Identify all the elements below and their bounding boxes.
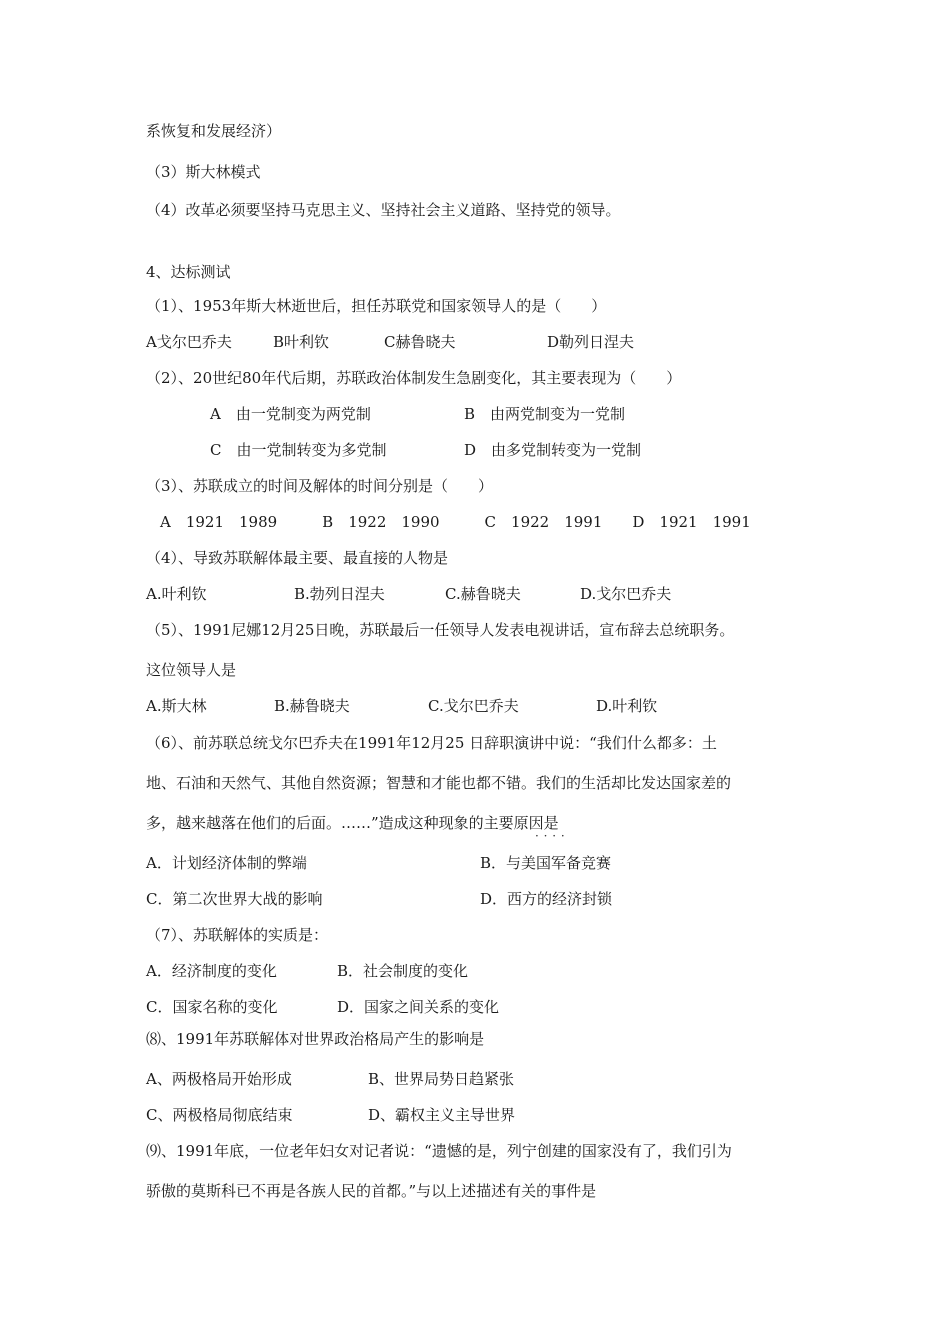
question-4-option-d: D.戈尔巴乔夫 xyxy=(580,585,672,603)
question-8-option-b: B、世界局势日趋紧张 xyxy=(368,1070,515,1088)
question-2-option-c: C 由一党制转变为多党制 xyxy=(210,441,387,459)
summary-item-4: （4）改革必须要坚持马克思主义、坚持社会主义道路、坚持党的领导。 xyxy=(146,201,621,219)
question-2-option-d: D 由多党制转变为一党制 xyxy=(464,441,642,459)
question-7-option-b: B．社会制度的变化 xyxy=(337,962,469,980)
question-6-stem-cont-1: 地、石油和天然气、其他自然资源；智慧和才能也都不错。我们的生活却比发达国家差的 xyxy=(146,774,732,792)
question-5-option-c: C.戈尔巴乔夫 xyxy=(428,697,519,715)
emphasis-dots: · · · · xyxy=(535,829,565,843)
question-5-stem: （5）、1991尼娜12月25日晚，苏联最后一任领导人发表电视讲话，宣布辞去总统职务。 xyxy=(146,621,735,639)
question-8-option-a: A、两极格局开始形成 xyxy=(146,1070,292,1088)
question-6-option-b: B．与美国军备竞赛 xyxy=(480,854,612,872)
question-9-stem-cont: 骄傲的莫斯科已不再是各族人民的首都。”与以上述描述有关的事件是 xyxy=(146,1182,597,1200)
question-7-option-a: A．经济制度的变化 xyxy=(146,962,277,980)
question-7-option-c: C．国家名称的变化 xyxy=(146,998,278,1016)
question-1-option-d: D勒列日涅夫 xyxy=(547,333,635,351)
question-8-stem: ⑻、1991年苏联解体对世界政治格局产生的影响是 xyxy=(146,1030,485,1048)
question-3-options: A 1921 1989 B 1922 1990 C 1922 1991 D 1921 1991 xyxy=(160,513,751,531)
question-4-option-a: A.叶利钦 xyxy=(146,585,207,603)
question-2-stem: （2）、20世纪80年代后期，苏联政治体制发生急剧变化，其主要表现为（ ） xyxy=(146,369,682,387)
question-6-option-a: A．计划经济体制的弊端 xyxy=(146,854,307,872)
question-6-option-d: D．西方的经济封锁 xyxy=(480,890,613,908)
question-8-option-c: C、两极格局彻底结束 xyxy=(146,1106,293,1124)
question-2-option-a: A 由一党制变为两党制 xyxy=(210,405,371,423)
question-1-option-b: B叶利钦 xyxy=(273,333,330,351)
question-9-stem: ⑼、1991年底，一位老年妇女对记者说：“遗憾的是，列宁创建的国家没有了，我们引为 xyxy=(146,1142,732,1160)
question-5-option-b: B.赫鲁晓夫 xyxy=(274,697,350,715)
question-1-option-a: A戈尔巴乔夫 xyxy=(146,333,232,351)
question-6-stem-cont-2: 多，越来越落在他们的后面。……”造成这种现象的主要原因是 xyxy=(146,814,559,832)
question-1-stem: （1）、1953年斯大林逝世后，担任苏联党和国家领导人的是（ ） xyxy=(146,297,607,315)
question-3-stem: （3）、苏联成立的时间及解体的时间分别是（ ） xyxy=(146,477,494,495)
question-5-option-a: A.斯大林 xyxy=(146,697,207,715)
summary-item-3: （3）斯大林模式 xyxy=(146,163,261,181)
question-2-option-b: B 由两党制变为一党制 xyxy=(464,405,626,423)
question-6-stem: （6）、前苏联总统戈尔巴乔夫在1991年12月25 日辞职演讲中说：“我们什么都多：土 xyxy=(146,734,717,752)
question-5-stem-cont: 这位领导人是 xyxy=(146,661,237,679)
question-1-option-c: C赫鲁晓夫 xyxy=(384,333,456,351)
question-6-option-c: C．第二次世界大战的影响 xyxy=(146,890,323,908)
question-7-stem: （7）、苏联解体的实质是： xyxy=(146,926,329,944)
question-4-stem: （4）、导致苏联解体最主要、最直接的人物是 xyxy=(146,549,449,567)
question-7-option-d: D．国家之间关系的变化 xyxy=(337,998,500,1016)
summary-line-1: 系恢复和发展经济） xyxy=(146,122,282,140)
question-5-option-d: D.叶利钦 xyxy=(596,697,658,715)
question-4-option-c: C.赫鲁晓夫 xyxy=(445,585,521,603)
question-8-option-d: D、霸权主义主导世界 xyxy=(368,1106,516,1124)
question-4-option-b: B.勃列日涅夫 xyxy=(294,585,385,603)
section-title: 4、达标测试 xyxy=(146,263,231,281)
